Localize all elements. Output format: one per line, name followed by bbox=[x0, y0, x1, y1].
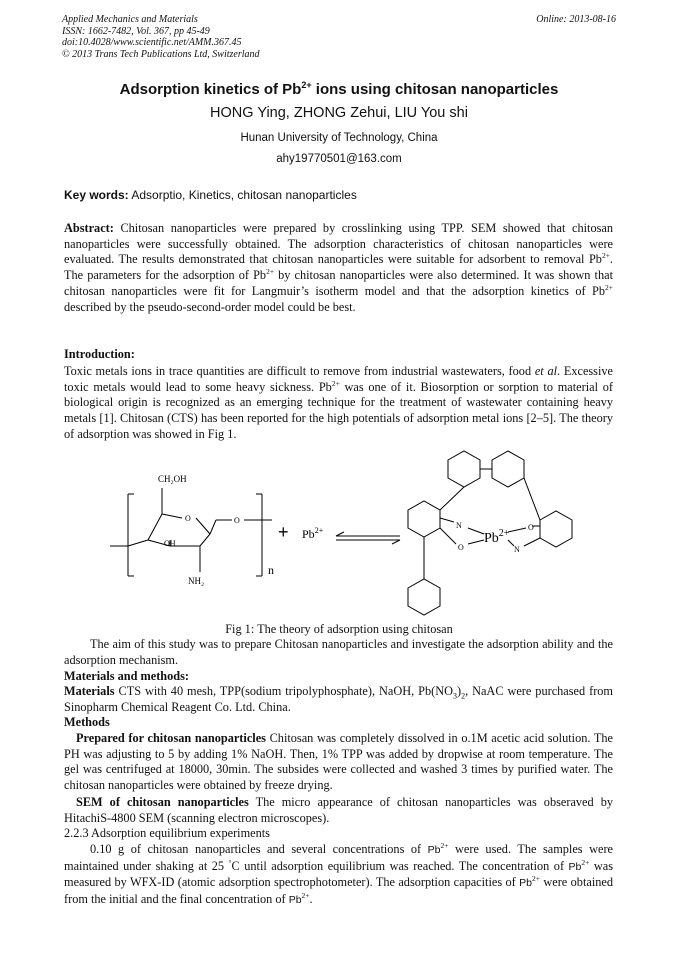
aim-text: The aim of this study was to prepare Chitosan nanoparticles and investigate the adsorption ability and the adsorption mechanism. bbox=[64, 637, 613, 667]
methods-heading: Methods bbox=[64, 715, 110, 729]
introduction-heading: Introduction: bbox=[64, 347, 135, 361]
keywords-label: Key words: bbox=[64, 188, 129, 202]
equilibrium-text: 0.10 g of chitosan nanoparticles and several concentrations of $Pb^{2+}$ were used. The samples were maintained under shaking at 25 °C until adsorption equilibrium was reached. The concentration of $Pb^{2+}$ was measured by WFX-ID (atomic adsorption spectrophotometer). The adsorption capacities of $Pb^{2+}$ were obtained from the initial and the final concentration of $Pb^{2+}$. bbox=[64, 840, 613, 907]
copyright-line: © 2013 Trans Tech Publications Ltd, Switzerland bbox=[62, 48, 260, 60]
left-nitrogen-label: N bbox=[456, 521, 462, 530]
sem-text: SEM of chitosan nanoparticles The micro appearance of chitosan nanoparticles was obseraved by HitachiS-4800 SEM (scanning electron microscopes). bbox=[64, 795, 613, 825]
issn-line: ISSN: 1662-7482, Vol. 367, pp 45-49 bbox=[62, 25, 210, 37]
subsection-heading: 2.2.3 Adsorption equilibrium experiments bbox=[64, 826, 270, 840]
chitosan-structure bbox=[110, 488, 272, 576]
paper-title: Adsorption kinetics of $Pb^{2+}$ ions using chitosan nanoparticles bbox=[119, 80, 559, 98]
materials-text: Materials CTS with 40 mesh, TPP(sodium tripolyphosphate), NaOH, $Pb(NO_3)_2$, NaAC were purchased from Sinopharm Chemical Reagent Co. Ltd. China. bbox=[64, 684, 613, 714]
right-oxygen-label: O bbox=[528, 523, 534, 532]
doi-line: doi:10.4028/www.scientific.net/AMM.367.45 bbox=[62, 37, 242, 48]
ring-oxygen-label: O bbox=[185, 514, 191, 523]
authors: HONG Ying, ZHONG Zehui, LIU You shi bbox=[210, 105, 468, 121]
repeat-n-label: n bbox=[268, 563, 274, 577]
oh-label: OH bbox=[164, 539, 176, 548]
equilibrium-arrow bbox=[336, 532, 400, 544]
plus-sign: + bbox=[278, 522, 289, 542]
author-email[interactable]: ahy19770501@163.com bbox=[276, 153, 402, 165]
ch2oh-label: CH₂OH bbox=[158, 474, 187, 484]
materials-methods-heading: Materials and methods: bbox=[64, 669, 190, 683]
pb-ion-label: $Pb^{2+}$ bbox=[302, 526, 324, 541]
figure-caption: Fig 1: The theory of adsorption using chitosan bbox=[225, 622, 453, 636]
journal-header bbox=[62, 14, 260, 60]
keywords: Key words: Adsorptio, Kinetics, chitosan nanoparticles bbox=[64, 188, 357, 202]
preparation-text: Prepared for chitosan nanoparticles Chitosan was completely dissolved in o.1M acetic acid solution. The PH was adjusting to 5 by adding 1% NaOH. Then, 1% TPP was added by dropwise at room temperature. The gel was centrifuged at 18000, 30min. The subsides were collected and washed 3 times by purified water. The chitosan nanoparticles were obtained by freeze drying. bbox=[64, 731, 613, 793]
online-date: Online: 2013-08-16 bbox=[536, 14, 616, 25]
right-nitrogen-label: N bbox=[514, 545, 520, 554]
abstract: Abstract: Chitosan nanoparticles were prepared by crosslinking using TPP. SEM showed that chitosan nanoparticles were successfully obtained. The adsorption characteristics of chitosan nanoparticles were evaluated. The results demonstrated that chitosan nanoparticles were suitable for adsorbent to removal $Pb^{2+}$. The parameters for the adsorption of $Pb^{2+}$ by chitosan nanoparticles were also determined. It was shown that chitosan nanoparticles were fit for Langmuir’s isotherm model and that the adsorption kinetics of $Pb^{2+}$ described by the pseudo-second-order model could be best. bbox=[64, 221, 613, 314]
left-oxygen-label: O bbox=[458, 543, 464, 552]
abstract-label: Abstract: bbox=[64, 221, 114, 235]
introduction-text: Toxic metals ions in trace quantities are difficult to remove from industrial wastewaters, food et al. Excessive toxic metals would lead to some heavy sickness. $Pb^{2+}$ was one of it. Biosorption or sorption to material of biological origin is recognized as an emerging technique for the treatment of wastewater containing heavy metals [1]. Chitosan (CTS) has been reported for the high potentials of adsorption metal ions [2–5]. The theory of adsorption was showed in Fig 1. bbox=[64, 364, 613, 441]
adsorption-scheme-figure bbox=[100, 448, 620, 623]
link-oxygen-label: O bbox=[234, 516, 240, 525]
nh2-label: NH₂ bbox=[188, 576, 205, 586]
journal-name: Applied Mechanics and Materials bbox=[62, 14, 198, 25]
center-pb-label: $Pb^{2+}$ bbox=[484, 528, 510, 546]
affiliation: Hunan University of Technology, China bbox=[240, 132, 438, 144]
